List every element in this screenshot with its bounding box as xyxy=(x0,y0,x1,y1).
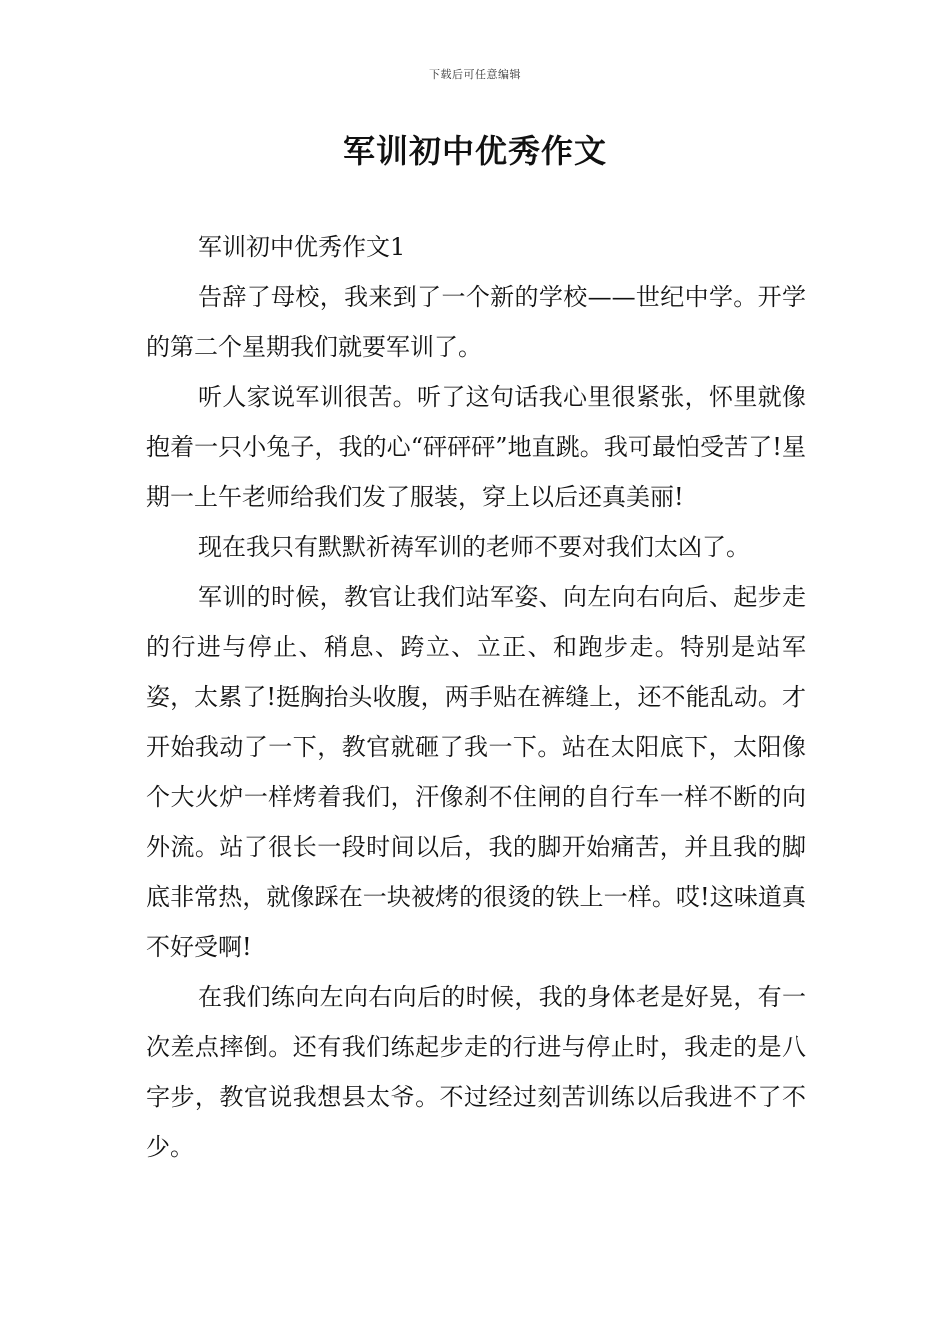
paragraph-subtitle: 军训初中优秀作文1 xyxy=(198,233,406,261)
paragraph: 在我们练向左向右向后的时候，我的身体老是好晃，有一次差点摔倒。还有我们练起步走的行进与停止时，我走的是八字步，教官说我想县太爷。不过经过刻苦训练以后我进不了不少。 xyxy=(146,983,806,1161)
document-body xyxy=(146,222,806,1172)
paragraph: 告辞了母校，我来到了一个新的学校——世纪中学。开学的第二个星期我们就要军训了。 xyxy=(146,283,806,361)
header-note: 下载后可任意编辑 xyxy=(429,68,521,81)
paragraph: 军训的时候，教官让我们站军姿、向左向右向后、起步走的行进与停止、稍息、跨立、立正、和跑步走。特别是站军姿，太累了!挺胸抬头收腹，两手贴在裤缝上，还不能乱动。才开始我动了一下，教官就砸了我一下。站在太阳底下，太阳像个大火炉一样烤着我们，汗像刹不住闸的自行车一样不断的向外流。站了很长一段时间以后，我的脚开始痛苦，并且我的脚底非常热，就像踩在一块被烤的很烫的铁上一样。哎!这味道真不好受啊! xyxy=(146,583,806,961)
document-title: 军训初中优秀作文 xyxy=(342,132,607,170)
paragraph: 现在我只有默默祈祷军训的老师不要对我们太凶了。 xyxy=(198,533,750,561)
paragraph: 听人家说军训很苦。听了这句话我心里很紧张，怀里就像抱着一只小兔子，我的心“砰砰砰”地直跳。我可最怕受苦了!星期一上午老师给我们发了服装，穿上以后还真美丽! xyxy=(146,383,806,511)
